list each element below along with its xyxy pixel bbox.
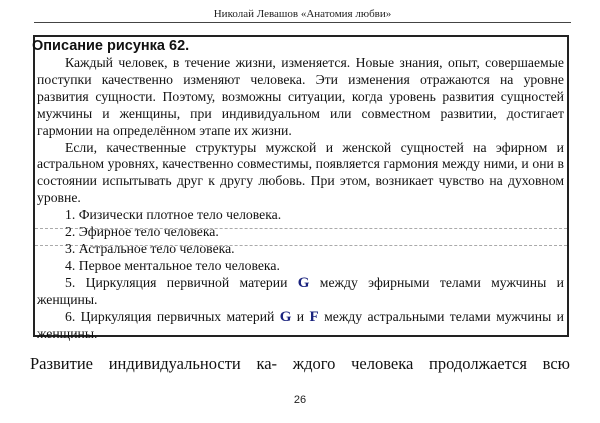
caption-item: 2. Эфирное тело человека. xyxy=(65,224,219,240)
matter-letter-g: G xyxy=(297,274,310,291)
caption-paragraph: Каждый человек, в течение жизни, изменяется. Новые знания, опыт, совершаемые поступки качественно изменяют человека. Эти изменения отражаются на уровне развития сущности. Поэтому, возможны ситуации, когда уровень развития сущностей мужчины и женщины, при индивидуальном или совместном развитии, достигает гармонии на определённом этапе их жизни. xyxy=(37,55,564,138)
caption-title: Описание рисунка 62. xyxy=(32,38,190,54)
matter-letter-f: F xyxy=(309,308,319,325)
caption-paragraph: Если, качественные структуры мужской и женской сущностей на эфирном и астральном уровнях, качественно совместимы, появляется гармония между ними, и они в состоянии испытывать друг к другу любовь. При этом, возникает чувство на духовном уровне. xyxy=(37,139,564,206)
caption-item-6 xyxy=(37,309,564,343)
page-number: 26 xyxy=(293,394,307,406)
running-header xyxy=(34,6,571,23)
item-text: между эфирными телами мужчины и женщины. xyxy=(37,274,564,307)
caption-item: 3. Астральное тело человека. xyxy=(65,240,235,256)
item-text: и xyxy=(291,308,310,324)
header-title: Николай Левашов «Анатомия любви» xyxy=(213,8,392,20)
matter-letter-g: G xyxy=(279,308,292,325)
caption-item: 1. Физически плотное тело человека. xyxy=(65,207,282,223)
caption-item: 4. Первое ментальное тело человека. xyxy=(65,257,280,273)
item-text: 6. Циркуляция первичных материй xyxy=(65,308,280,324)
item-text: 5. Циркуляция первичной материи xyxy=(65,274,298,290)
caption-body xyxy=(37,55,564,342)
item-text: между астральными телами мужчины и женщины. xyxy=(37,308,564,341)
body-text-line: Развитие индивидуальности ка- ждого человека продолжается всю xyxy=(30,354,570,373)
caption-item-5 xyxy=(37,275,564,309)
